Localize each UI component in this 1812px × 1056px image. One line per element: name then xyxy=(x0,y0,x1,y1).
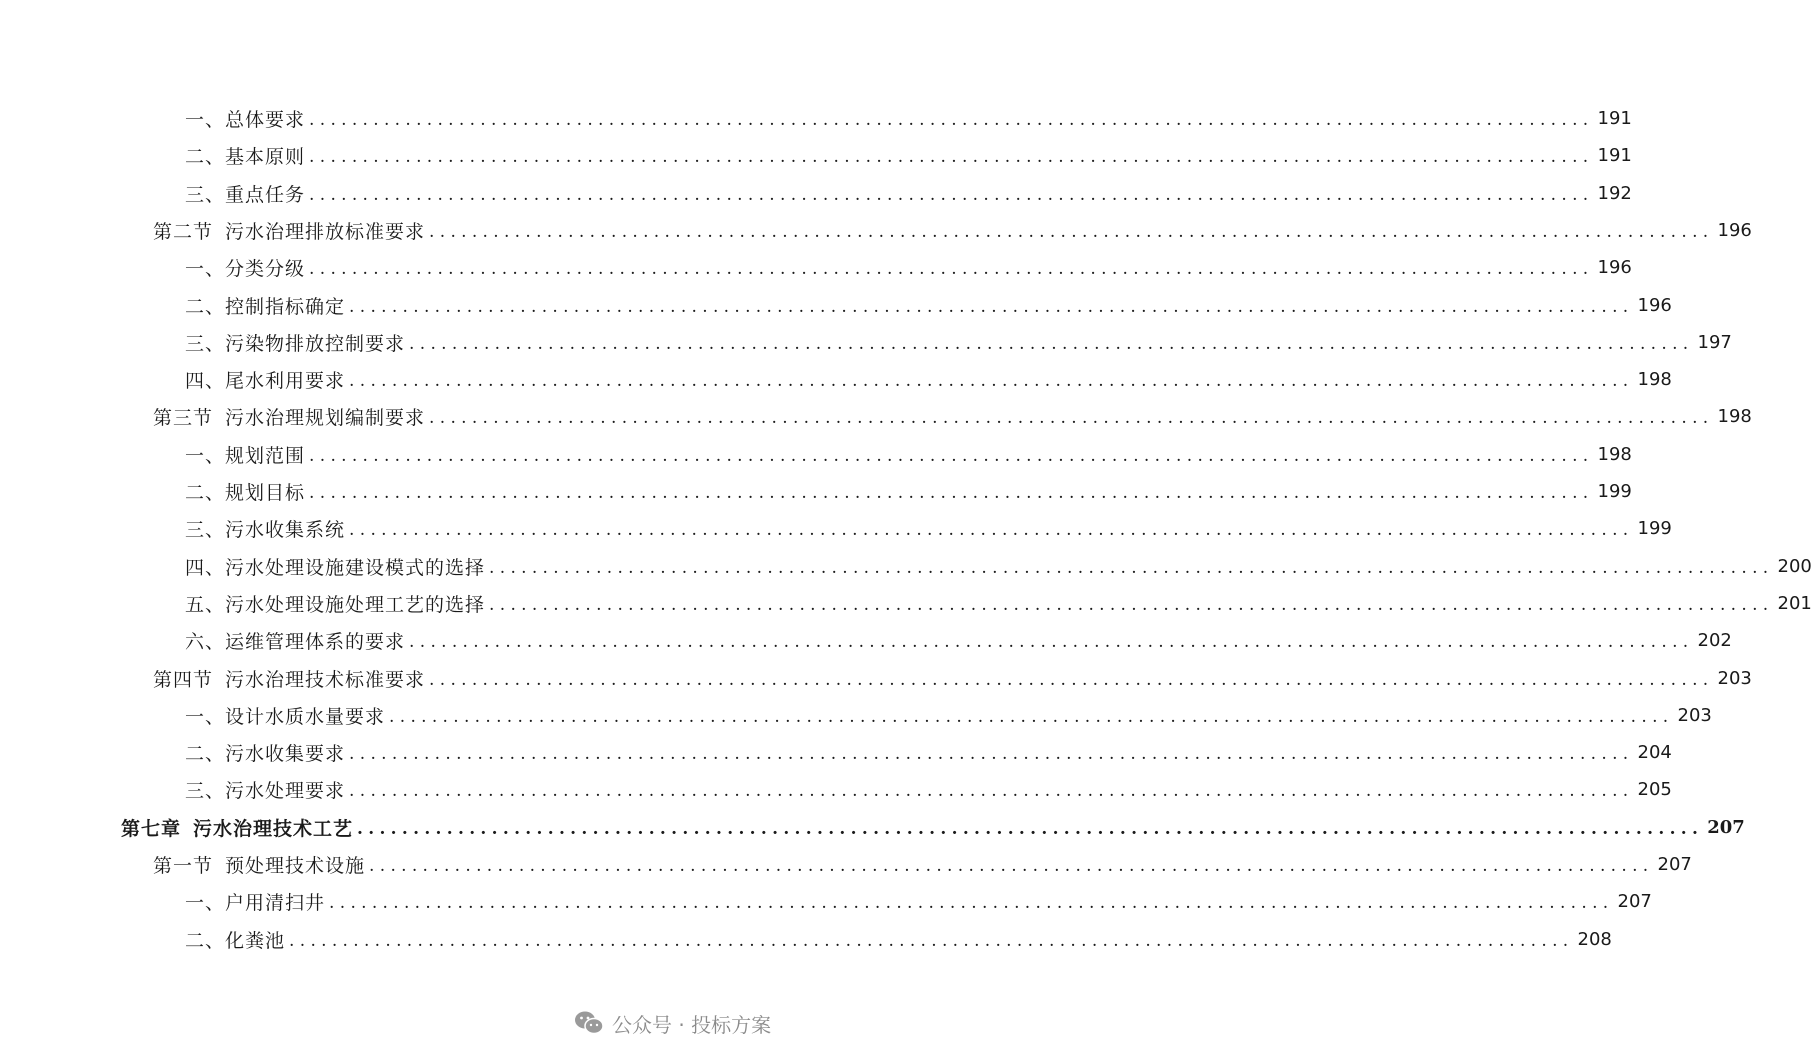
toc-entry-prefix: 一、 xyxy=(185,444,226,467)
toc-entry-text: 污水处理要求 xyxy=(225,780,346,803)
toc-entry xyxy=(185,436,1632,473)
toc-entry-prefix: 三、 xyxy=(185,519,226,542)
toc-entry-title xyxy=(121,814,353,841)
toc-entry-prefix: 第七章 xyxy=(121,817,182,840)
toc-entry-text: 基本原则 xyxy=(225,146,306,169)
toc-entry xyxy=(185,771,1672,808)
toc-entry-title xyxy=(153,403,425,430)
toc-entry-text: 规划目标 xyxy=(225,482,306,504)
toc-entry-title xyxy=(185,926,285,953)
toc-entry-page: 191 xyxy=(1597,108,1632,129)
dot-leader: ........................................................................................................................ xyxy=(349,371,1634,392)
toc-entry xyxy=(185,249,1632,286)
toc-entry-prefix: 三、 xyxy=(185,332,226,355)
toc-entry-prefix: 三、 xyxy=(185,780,226,803)
toc-entry xyxy=(185,585,1812,622)
toc-entry-page: 198 xyxy=(1637,369,1672,391)
toc-entry-prefix: 三、 xyxy=(185,183,226,206)
toc-entry-prefix: 第二节 xyxy=(153,220,214,243)
dot-leader: ........................................................................................................................ xyxy=(357,818,1704,839)
dot-leader: ........................................................................................................................ xyxy=(309,445,1594,466)
dot-leader: ........................................................................................................................ xyxy=(429,669,1714,690)
toc-entry xyxy=(185,510,1672,547)
toc-entry-text: 规划范围 xyxy=(225,444,306,467)
toc-entry-page: 207 xyxy=(1657,854,1692,875)
toc-entry xyxy=(185,883,1652,920)
dot-leader: ........................................................................................................................ xyxy=(389,706,1674,727)
toc-entry xyxy=(121,809,1745,846)
dot-leader: ........................................................................................................................ xyxy=(349,296,1634,317)
toc-entry-prefix: 一、 xyxy=(185,705,226,728)
toc-entry xyxy=(185,622,1732,659)
toc-entry-title xyxy=(185,180,305,207)
toc-entry-prefix: 二、 xyxy=(185,743,226,766)
toc-entry-title xyxy=(185,627,405,654)
watermark-text: 公众号 · 投标方案 xyxy=(612,1012,772,1037)
toc-entry-text: 分类分级 xyxy=(225,258,306,281)
toc-entry-prefix: 二、 xyxy=(185,482,226,504)
dot-leader: ........................................................................................................................ xyxy=(309,483,1594,503)
toc-entry-text: 污水收集系统 xyxy=(225,519,346,542)
toc-entry-page: 199 xyxy=(1637,518,1672,540)
toc-entry-title xyxy=(185,553,485,580)
toc-entry-title xyxy=(185,254,305,281)
toc-entry-text: 污水治理规划编制要求 xyxy=(225,407,426,430)
toc-entry-title xyxy=(185,888,325,915)
toc-entry-title xyxy=(185,776,345,803)
toc-entry-title xyxy=(185,441,305,468)
dot-leader: ........................................................................................................................ xyxy=(369,856,1654,876)
toc-entry-text: 总体要求 xyxy=(225,109,306,131)
dot-leader: ........................................................................................................................ xyxy=(349,520,1634,541)
dot-leader: ........................................................................................................................ xyxy=(489,594,1774,615)
toc-entry-page: 203 xyxy=(1717,667,1752,689)
dot-leader: ........................................................................................................................ xyxy=(349,744,1634,765)
toc-entry xyxy=(185,287,1672,324)
dot-leader: ........................................................................................................................ xyxy=(429,408,1714,429)
toc-entry-text: 设计水质水量要求 xyxy=(225,705,386,728)
toc-entry-prefix: 四、 xyxy=(185,370,226,393)
toc-entry-page: 191 xyxy=(1597,145,1632,167)
toc-entry-text: 污染物排放控制要求 xyxy=(225,332,406,355)
toc-entry xyxy=(185,100,1632,137)
toc-entry-title xyxy=(185,366,345,393)
toc-entry-page: 197 xyxy=(1697,331,1732,353)
toc-entry-title xyxy=(153,665,425,692)
toc-entry-text: 化粪池 xyxy=(225,929,286,952)
toc-entry-page: 202 xyxy=(1697,630,1732,652)
toc-entry-text: 重点任务 xyxy=(225,183,306,206)
dot-leader: ........................................................................................................................ xyxy=(429,221,1714,242)
toc-entry-prefix: 一、 xyxy=(185,892,226,915)
toc-entry-title xyxy=(185,702,385,729)
toc-entry-prefix: 二、 xyxy=(185,295,226,318)
toc-entry xyxy=(185,734,1672,771)
toc-entry-page: 203 xyxy=(1677,704,1712,726)
toc-entry-title xyxy=(185,515,345,542)
toc-entry-title xyxy=(185,105,305,132)
toc-entry-page: 198 xyxy=(1597,443,1632,465)
toc-entry xyxy=(185,548,1812,585)
toc-entry-text: 污水治理技术标准要求 xyxy=(225,668,426,691)
toc-entry-title xyxy=(185,590,485,617)
toc-entry-page: 196 xyxy=(1717,219,1752,241)
toc-entry-text: 控制指标确定 xyxy=(225,295,346,318)
dot-leader: ........................................................................................................................ xyxy=(309,110,1594,130)
dot-leader: ........................................................................................................................ xyxy=(309,259,1594,280)
toc-entry-text: 预处理技术设施 xyxy=(225,855,366,877)
toc-entry xyxy=(185,697,1712,734)
toc-entry-page: 207 xyxy=(1617,891,1652,913)
dot-leader: ........................................................................................................................ xyxy=(349,781,1634,802)
toc-entry xyxy=(185,137,1632,174)
toc-entry-prefix: 二、 xyxy=(185,929,226,952)
dot-leader: ........................................................................................................................ xyxy=(309,147,1594,168)
toc-entry-page: 201 xyxy=(1777,592,1812,614)
toc-entry-page: 199 xyxy=(1597,481,1632,502)
dot-leader: ........................................................................................................................ xyxy=(489,557,1774,578)
toc-entry-prefix: 六、 xyxy=(185,631,226,654)
toc-entry-prefix: 一、 xyxy=(185,109,226,131)
toc-entry-prefix: 第三节 xyxy=(153,407,214,430)
toc-entry xyxy=(185,473,1632,510)
dot-leader: ........................................................................................................................ xyxy=(309,184,1594,205)
toc-entry xyxy=(153,398,1752,435)
toc-entry-title xyxy=(153,851,365,878)
toc-entry-title xyxy=(153,217,425,244)
toc-entry-text: 污水治理排放标准要求 xyxy=(225,220,426,243)
toc-entry-text: 户用清扫井 xyxy=(225,892,326,915)
toc-entry-text: 污水处理设施建设模式的选择 xyxy=(225,556,486,579)
toc-entry-prefix: 第一节 xyxy=(153,855,214,877)
toc-entry xyxy=(185,324,1732,361)
watermark xyxy=(574,1006,771,1040)
toc-entry-prefix: 五、 xyxy=(185,593,226,616)
toc-entry-prefix: 第四节 xyxy=(153,668,214,691)
toc-entry xyxy=(185,175,1632,212)
toc-entry xyxy=(185,361,1672,398)
toc-entry-title xyxy=(185,142,305,169)
toc-entry-prefix: 一、 xyxy=(185,258,226,281)
toc-entry-title xyxy=(185,478,305,505)
toc-entry-page: 196 xyxy=(1597,257,1632,279)
toc-entry-page: 196 xyxy=(1637,294,1672,316)
dot-leader: ........................................................................................................................ xyxy=(289,930,1574,951)
toc-entry-page: 205 xyxy=(1637,779,1672,801)
toc-entry-text: 污水处理设施处理工艺的选择 xyxy=(225,593,486,616)
dot-leader: ........................................................................................................................ xyxy=(409,632,1694,653)
toc-entry xyxy=(153,212,1752,249)
toc-entry-page: 208 xyxy=(1577,928,1612,950)
toc-entry-title xyxy=(185,292,345,319)
dot-leader: ........................................................................................................................ xyxy=(409,333,1694,354)
toc-entry-text: 污水收集要求 xyxy=(225,743,346,766)
toc-entry-text: 运维管理体系的要求 xyxy=(225,631,406,654)
toc-entry xyxy=(185,921,1612,958)
toc-entry-text: 尾水利用要求 xyxy=(225,370,346,393)
toc-entry-text: 污水治理技术工艺 xyxy=(193,817,354,840)
toc-entry xyxy=(153,846,1692,883)
toc-entry xyxy=(153,660,1752,697)
toc-entry-title xyxy=(185,329,405,356)
toc-entry-page: 198 xyxy=(1717,406,1752,428)
toc-entry-page: 192 xyxy=(1597,182,1632,204)
dot-leader: ........................................................................................................................ xyxy=(329,893,1614,914)
toc-entry-prefix: 四、 xyxy=(185,556,226,579)
toc-entry-page: 200 xyxy=(1777,555,1812,577)
toc-entry-title xyxy=(185,739,345,766)
toc-entry-page: 204 xyxy=(1637,742,1672,764)
toc-entry-prefix: 二、 xyxy=(185,146,226,169)
toc-entry-page: 207 xyxy=(1707,816,1745,838)
wechat-icon xyxy=(574,1010,604,1036)
